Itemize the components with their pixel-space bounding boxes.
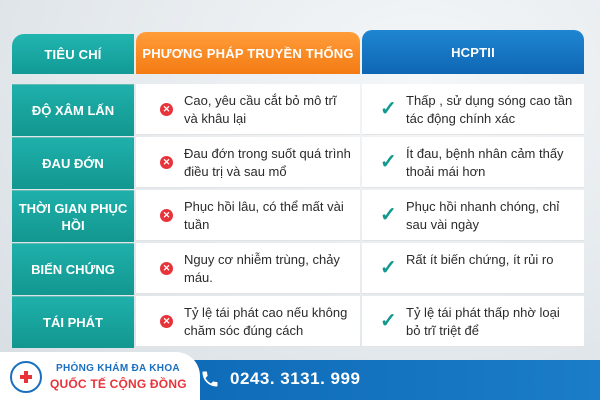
check-icon: ✓	[380, 98, 397, 120]
criteria-cell: ĐAU ĐỚN	[12, 137, 134, 189]
check-icon: ✓	[380, 257, 397, 279]
clinic-logo	[10, 361, 42, 393]
table-row	[12, 137, 584, 190]
traditional-cell	[136, 84, 360, 135]
x-circle-icon: ✕	[160, 103, 173, 116]
hcpt-text: Rất ít biến chứng, ít rủi ro	[406, 252, 554, 267]
table-row	[12, 84, 584, 137]
traditional-cell	[136, 243, 360, 294]
traditional-cell	[136, 190, 360, 241]
phone-bar[interactable]	[178, 360, 600, 400]
header-criteria: TIÊU CHÍ	[12, 34, 134, 74]
cross-icon	[20, 371, 32, 383]
table-row	[12, 296, 584, 349]
check-icon: ✓	[380, 310, 397, 332]
phone-number[interactable]: 0243. 3131. 999	[230, 369, 361, 388]
phone-icon	[200, 369, 220, 389]
traditional-cell	[136, 137, 360, 188]
traditional-text: Phục hồi lâu, có thể mất vài tuần	[184, 199, 344, 232]
footer	[0, 352, 600, 400]
clinic-name-line1: PHÒNG KHÁM ĐA KHOA	[56, 363, 180, 374]
table-row	[12, 190, 584, 243]
clinic-name-line2: QUỐC TẾ CỘNG ĐỒNG	[50, 377, 187, 391]
hcpt-text: Tỷ lệ tái phát thấp nhờ loại bỏ trĩ triệt để	[406, 305, 560, 338]
header-hcpt: HCPTII	[362, 30, 584, 74]
check-icon: ✓	[380, 204, 397, 226]
criteria-cell: ĐỘ XÂM LẤN	[12, 84, 134, 136]
x-circle-icon: ✕	[160, 156, 173, 169]
traditional-text: Cao, yêu cầu cắt bỏ mô trĩ và khâu lại	[184, 93, 337, 126]
x-circle-icon: ✕	[160, 209, 173, 222]
clinic-brand	[0, 352, 200, 400]
hcpt-cell	[362, 296, 584, 347]
x-circle-icon: ✕	[160, 262, 173, 275]
hcpt-text: Phục hồi nhanh chóng, chỉ sau vài ngày	[406, 199, 560, 232]
header-traditional-method: PHƯƠNG PHÁP TRUYỀN THỐNG	[136, 32, 360, 74]
traditional-text: Đau đớn trong suốt quá trình điều trị và sau mổ	[184, 146, 351, 179]
x-circle-icon: ✕	[160, 315, 173, 328]
traditional-text: Nguy cơ nhiễm trùng, chảy máu.	[184, 252, 340, 285]
hcpt-text: Ít đau, bệnh nhân cảm thấy thoải mái hơn	[406, 146, 564, 179]
hcpt-cell	[362, 243, 584, 294]
traditional-cell	[136, 296, 360, 347]
hcpt-cell	[362, 84, 584, 135]
criteria-cell: BIẾN CHỨNG	[12, 243, 134, 295]
hcpt-cell	[362, 190, 584, 241]
hcpt-text: Thấp , sử dụng sóng cao tần tác động chính xác	[406, 93, 573, 126]
criteria-cell: TÁI PHÁT	[12, 296, 134, 348]
criteria-cell: THỜI GIAN PHỤC HỒI	[12, 190, 134, 242]
traditional-text: Tỷ lệ tái phát cao nếu không chăm sóc đúng cách	[184, 305, 348, 338]
table-row	[12, 243, 584, 296]
check-icon: ✓	[380, 151, 397, 173]
hcpt-cell	[362, 137, 584, 188]
